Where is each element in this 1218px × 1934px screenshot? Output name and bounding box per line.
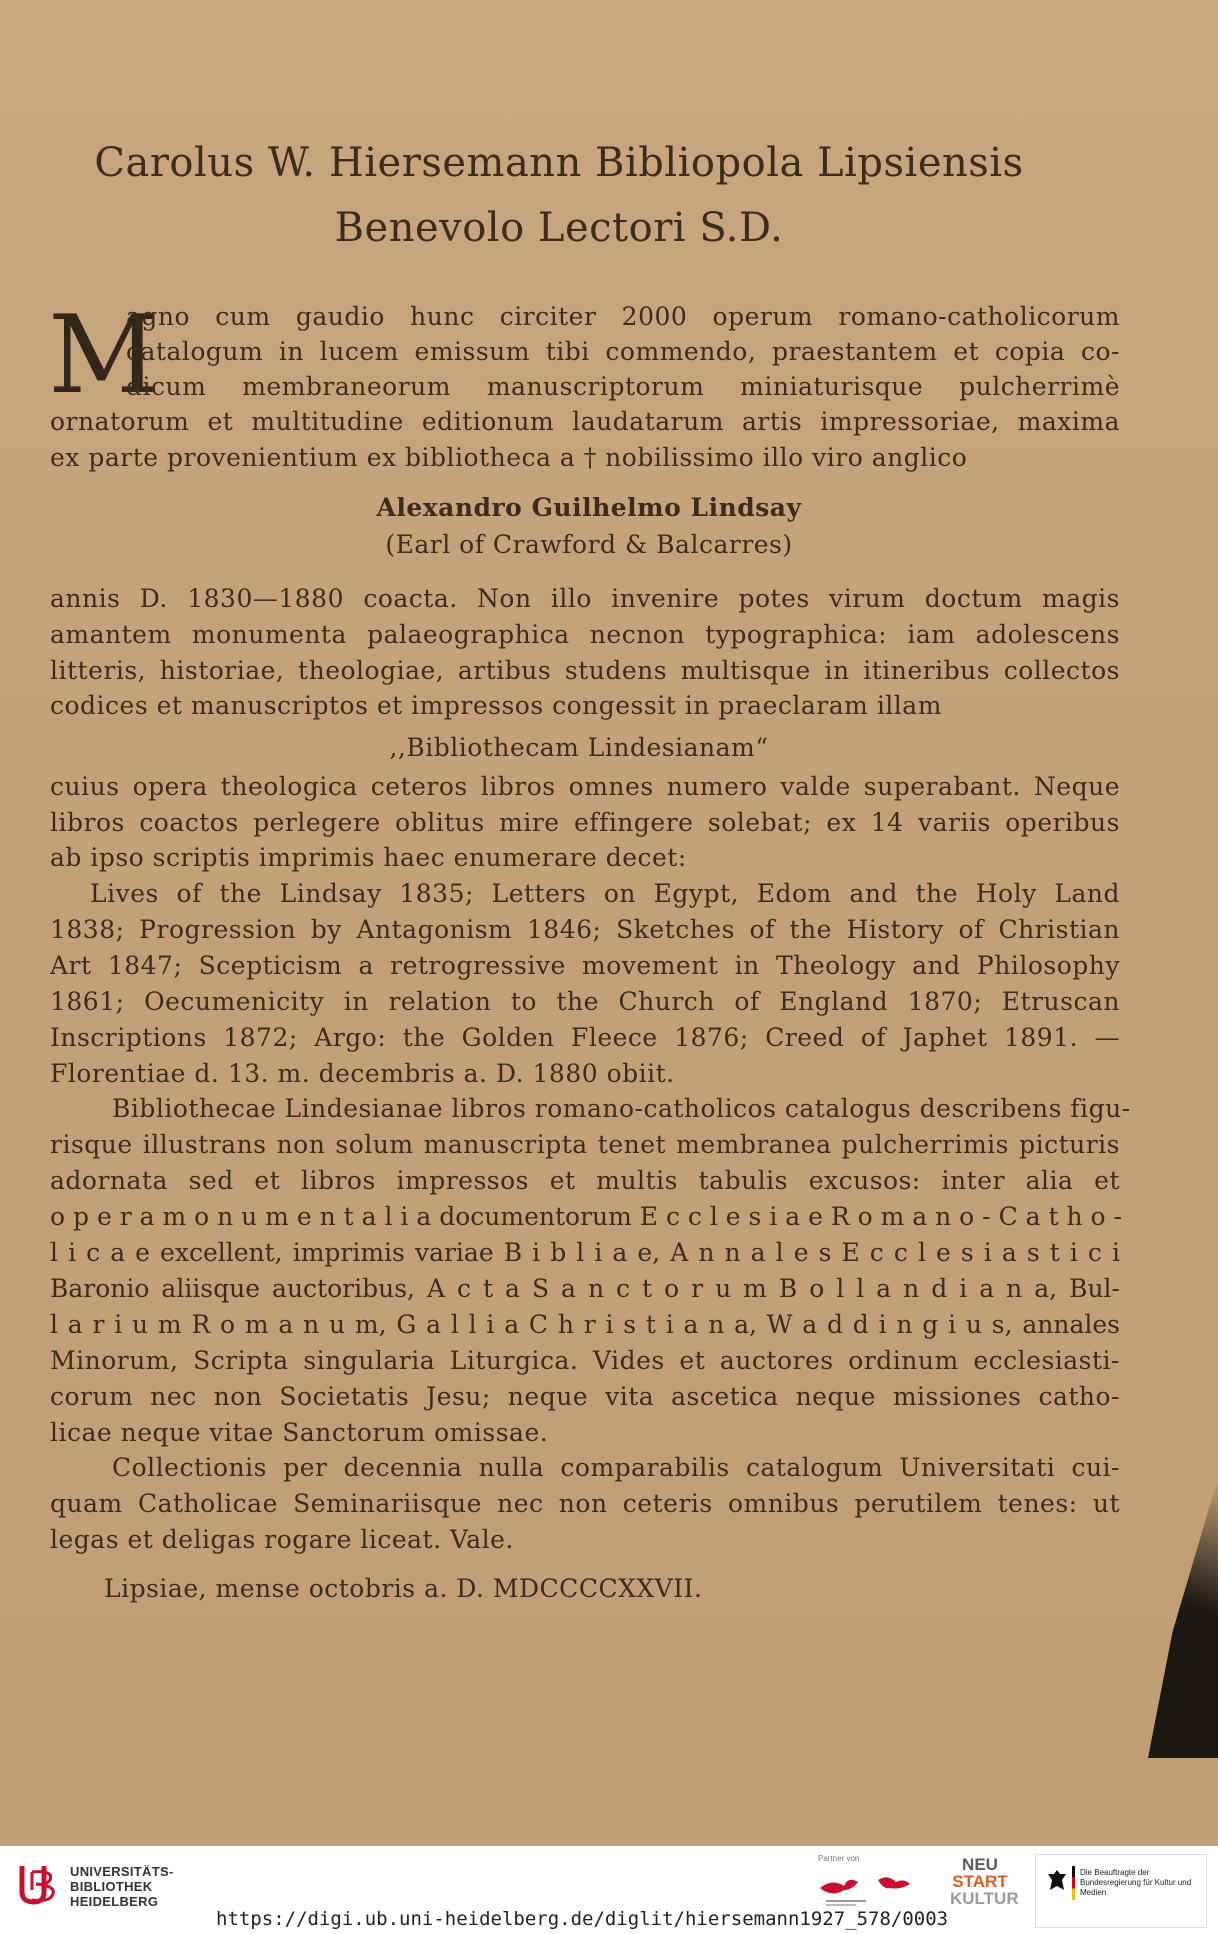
paragraph-line: Bibliothecae Lindesianae libros romano-catholicos catalogus describens figu- [112, 1094, 1131, 1123]
paragraph-line: amantem monumenta palaeographica necnon typographica: iam adolescens [50, 620, 1120, 649]
works-line: Art 1847; Scepticism a retrogressive movement in Theology and Philosophy [50, 951, 1120, 980]
institution-line: HEIDELBERG [70, 1894, 159, 1909]
intro-line: ex parte provenientium ex bibliotheca a † nobilissimo illo viro anglico [50, 443, 968, 472]
flag-bar [1072, 1866, 1075, 1900]
person-name: Alexandro Guilhelmo Lindsay [376, 493, 802, 522]
institution-line: BIBLIOTHEK [70, 1879, 153, 1894]
page-corner-shadow [1148, 1478, 1218, 1758]
neustart-kultur-logo[interactable] [950, 1855, 1019, 1908]
paragraph-line: Baronio aliisque auctoribus, A c t a S a n c t o r u m B o l l a n d i a n a, Bul- [50, 1274, 1120, 1303]
university-library-logo-icon[interactable] [14, 1860, 62, 1908]
paragraph-line: Minorum, Scripta singularia Liturgica. Vides et auctores ordinum ecclesiasti- [50, 1346, 1120, 1375]
paragraph-line: litteris, historiae, theologiae, artibus studens multisque in itineribus collectos [50, 656, 1120, 685]
library-name: ,,Bibliothecam Lindesianam“ [389, 733, 769, 762]
neustart-line: NEU [962, 1855, 998, 1874]
works-line: Inscriptions 1872; Argo: the Golden Fleece 1876; Creed of Japhet 1891. — [50, 1023, 1120, 1052]
paragraph-line: Collectionis per decennia nulla comparabilis catalogum Universitati cui- [112, 1453, 1120, 1482]
paragraph-line: annis D. 1830—1880 coacta. Non illo invenire potes virum doctum magis [50, 584, 1120, 613]
dateline: Lipsiae, mense octobris a. D. MDCCCCXXVII. [104, 1574, 703, 1603]
works-line: Lives of the Lindsay 1835; Letters on Egypt, Edom and the Holy Land [90, 879, 1120, 908]
paragraph-line: corum nec non Societatis Jesu; neque vita ascetica neque missiones catho- [50, 1382, 1120, 1411]
paragraph-line: ab ipso scriptis imprimis haec enumerare decet: [50, 843, 687, 872]
partner-logo-icon[interactable] [818, 1868, 918, 1910]
viewer-footer [0, 1846, 1218, 1934]
works-line: 1838; Progression by Antagonism 1846; Sketches of the History of Christian [50, 915, 1120, 944]
drop-cap: M [48, 293, 159, 418]
paragraph-line: risque illustrans non solum manuscripta tenet membranea pulcherrimis picturis [50, 1130, 1120, 1159]
intro-line: dicum membraneorum manuscriptorum miniaturisque pulcherrimè [126, 372, 1120, 401]
neustart-line: START [952, 1872, 1008, 1891]
federal-culture-text: Die Beauftragte der Bundesregierung für Kultur und Medien [1080, 1868, 1192, 1897]
paragraph-line: codices et manuscriptos et impressos congessit in praeclaram illam [50, 691, 942, 720]
paragraph-line: o p e r a m o n u m e n t a l i a documentorum E c c l e s i a e R o m a n o - C a t h o - [50, 1202, 1122, 1231]
intro-line: agno cum gaudio hunc circiter 2000 operum romano-catholicorum [126, 302, 1120, 331]
partner-label: Partner von [818, 1854, 860, 1863]
paragraph-line: cuius opera theologica ceteros libros omnes numero valde superabant. Neque [50, 772, 1120, 801]
page-url[interactable]: https://digi.ub.uni-heidelberg.de/diglit/hiersemann1927_578/0003 [216, 1908, 949, 1930]
person-title: (Earl of Crawford & Balcarres) [385, 530, 793, 559]
works-line: 1861; Oecumenicity in relation to the Church of England 1870; Etruscan [50, 987, 1120, 1016]
heading-line-1: Carolus W. Hiersemann Bibliopola Lipsiensis [94, 140, 1024, 186]
institution-line: UNIVERSITÄTS- [70, 1864, 174, 1879]
heading-line-2: Benevolo Lectori S.D. [334, 205, 784, 251]
paragraph-line: l a r i u m R o m a n u m, G a l l i a C h r i s t i a n a, W a d d i n g i u s, annales [50, 1310, 1120, 1339]
paragraph-line: adornata sed et libros impressos et multis tabulis excusos: inter alia et [50, 1166, 1120, 1195]
paragraph-line: libros coactos perlegere oblitus mire effingere solebat; ex 14 variis operibus [50, 808, 1120, 837]
intro-line: catalogum in lucem emissum tibi commendo, praestantem et copia co- [126, 337, 1120, 366]
paragraph-line: quam Catholicae Seminariisque nec non ceteris omnibus perutilem tenes: ut [50, 1489, 1120, 1518]
neustart-line: KULTUR [950, 1889, 1019, 1908]
university-library-name[interactable] [70, 1864, 174, 1909]
paragraph-line: l i c a e excellent, imprimis variae B i b l i a e, A n n a l e s E c c l e s i a s t i c i [50, 1238, 1120, 1267]
eagle-icon [1046, 1868, 1068, 1894]
intro-line: ornatorum et multitudine editionum laudatarum artis impressoriae, maxima [50, 407, 1120, 436]
paragraph-line: licae neque vitae Sanctorum omissae. [50, 1418, 549, 1447]
paragraph-line: legas et deligas rogare liceat. Vale. [50, 1525, 514, 1554]
works-line: Florentiae d. 13. m. decembris a. D. 1880 obiit. [50, 1059, 675, 1088]
